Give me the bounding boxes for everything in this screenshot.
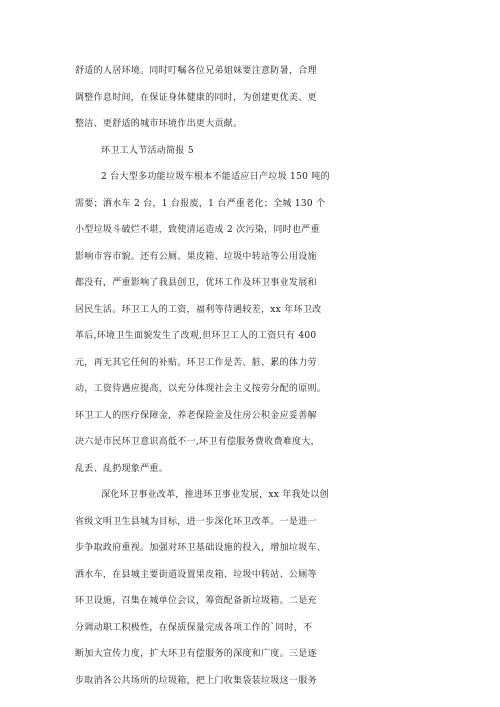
body-text-line: 需要；洒水车 2 台，1 台报废，1 台严重老化；全城 130 个: [75, 198, 326, 209]
body-text-line: 影响市容市貌。还有公厕、果皮箱、垃圾中转站等公用设施: [75, 251, 317, 262]
body-text-line: 断加大宣传力度，扩大环卫有偿服务的深度和广度。三是逐: [75, 649, 317, 659]
body-text-line: 决六是市民环卫意识高低不一,环卫有偿服务费收费难度大，: [75, 437, 320, 447]
body-text-line: 步争取政府重视。加强对环卫基础设施的投入，增加垃圾车、: [75, 543, 327, 553]
body-text-line: 环卫工人的医疗保障金，养老保险金及住房公积金应妥善解: [75, 410, 317, 421]
body-text-line: 深化环卫事业改革，推进环卫事业发展，xx 年我处以创: [101, 490, 329, 500]
body-text-line: 分调动职工积极性，在保质保量完成各项工作的`同时，不: [75, 622, 313, 633]
body-text-line: 步取消各公共场所的垃圾箱，把上门收集袋装垃圾这一服务: [75, 675, 317, 686]
body-text-line: 居民生活。环卫工人的工资，福利等待遇较差，xx 年环卫改: [75, 304, 322, 315]
body-text-line: 2 台大型多功能垃圾车根本不能适应日产垃圾 150 吨的: [101, 172, 330, 182]
body-text-line: 乱丢、乱扔现象严重。: [75, 463, 169, 474]
body-text-line: 都没有，严重影响了我县创卫，优环工作及环卫事业发展和: [75, 278, 317, 288]
section-heading: 环卫工人节活动简报 5: [101, 145, 194, 156]
body-text-line: 调整作息时间，在保证身体健康的同时，为创建更优美、更: [75, 92, 317, 103]
body-text-line: 元，再无其它任何的补贴。环卫工作是苦、脏、累的体力劳: [75, 357, 317, 368]
body-text-line: 小型垃圾斗破烂不堪，致使清运造成 2 次污染，同时也严重: [75, 225, 320, 235]
body-text-line: 省级文明卫生县城为目标，进一步深化环卫改革。一是进一: [75, 516, 317, 527]
body-text-line: 动，工资待遇应提高，以充分体现社会主义按劳分配的原则。: [75, 384, 327, 394]
body-text-line: 洒水车，在县城主要街道设置果皮箱、垃圾中转站、公厕等: [75, 569, 317, 580]
body-text-line: 舒适的人居环境。同时叮嘱各位兄弟姐妹要注意防暑，合理: [75, 66, 317, 76]
body-text-line: 革后,环境卫生面貌发生了改观,但环卫工人的工资只有 400: [75, 331, 317, 341]
body-text-line: 环卫设施，召集在城单位会议，筹资配备新垃圾箱。二是充: [75, 596, 317, 606]
body-text-line: 整洁、更舒适的城市环境作出更大贡献。: [75, 119, 243, 129]
